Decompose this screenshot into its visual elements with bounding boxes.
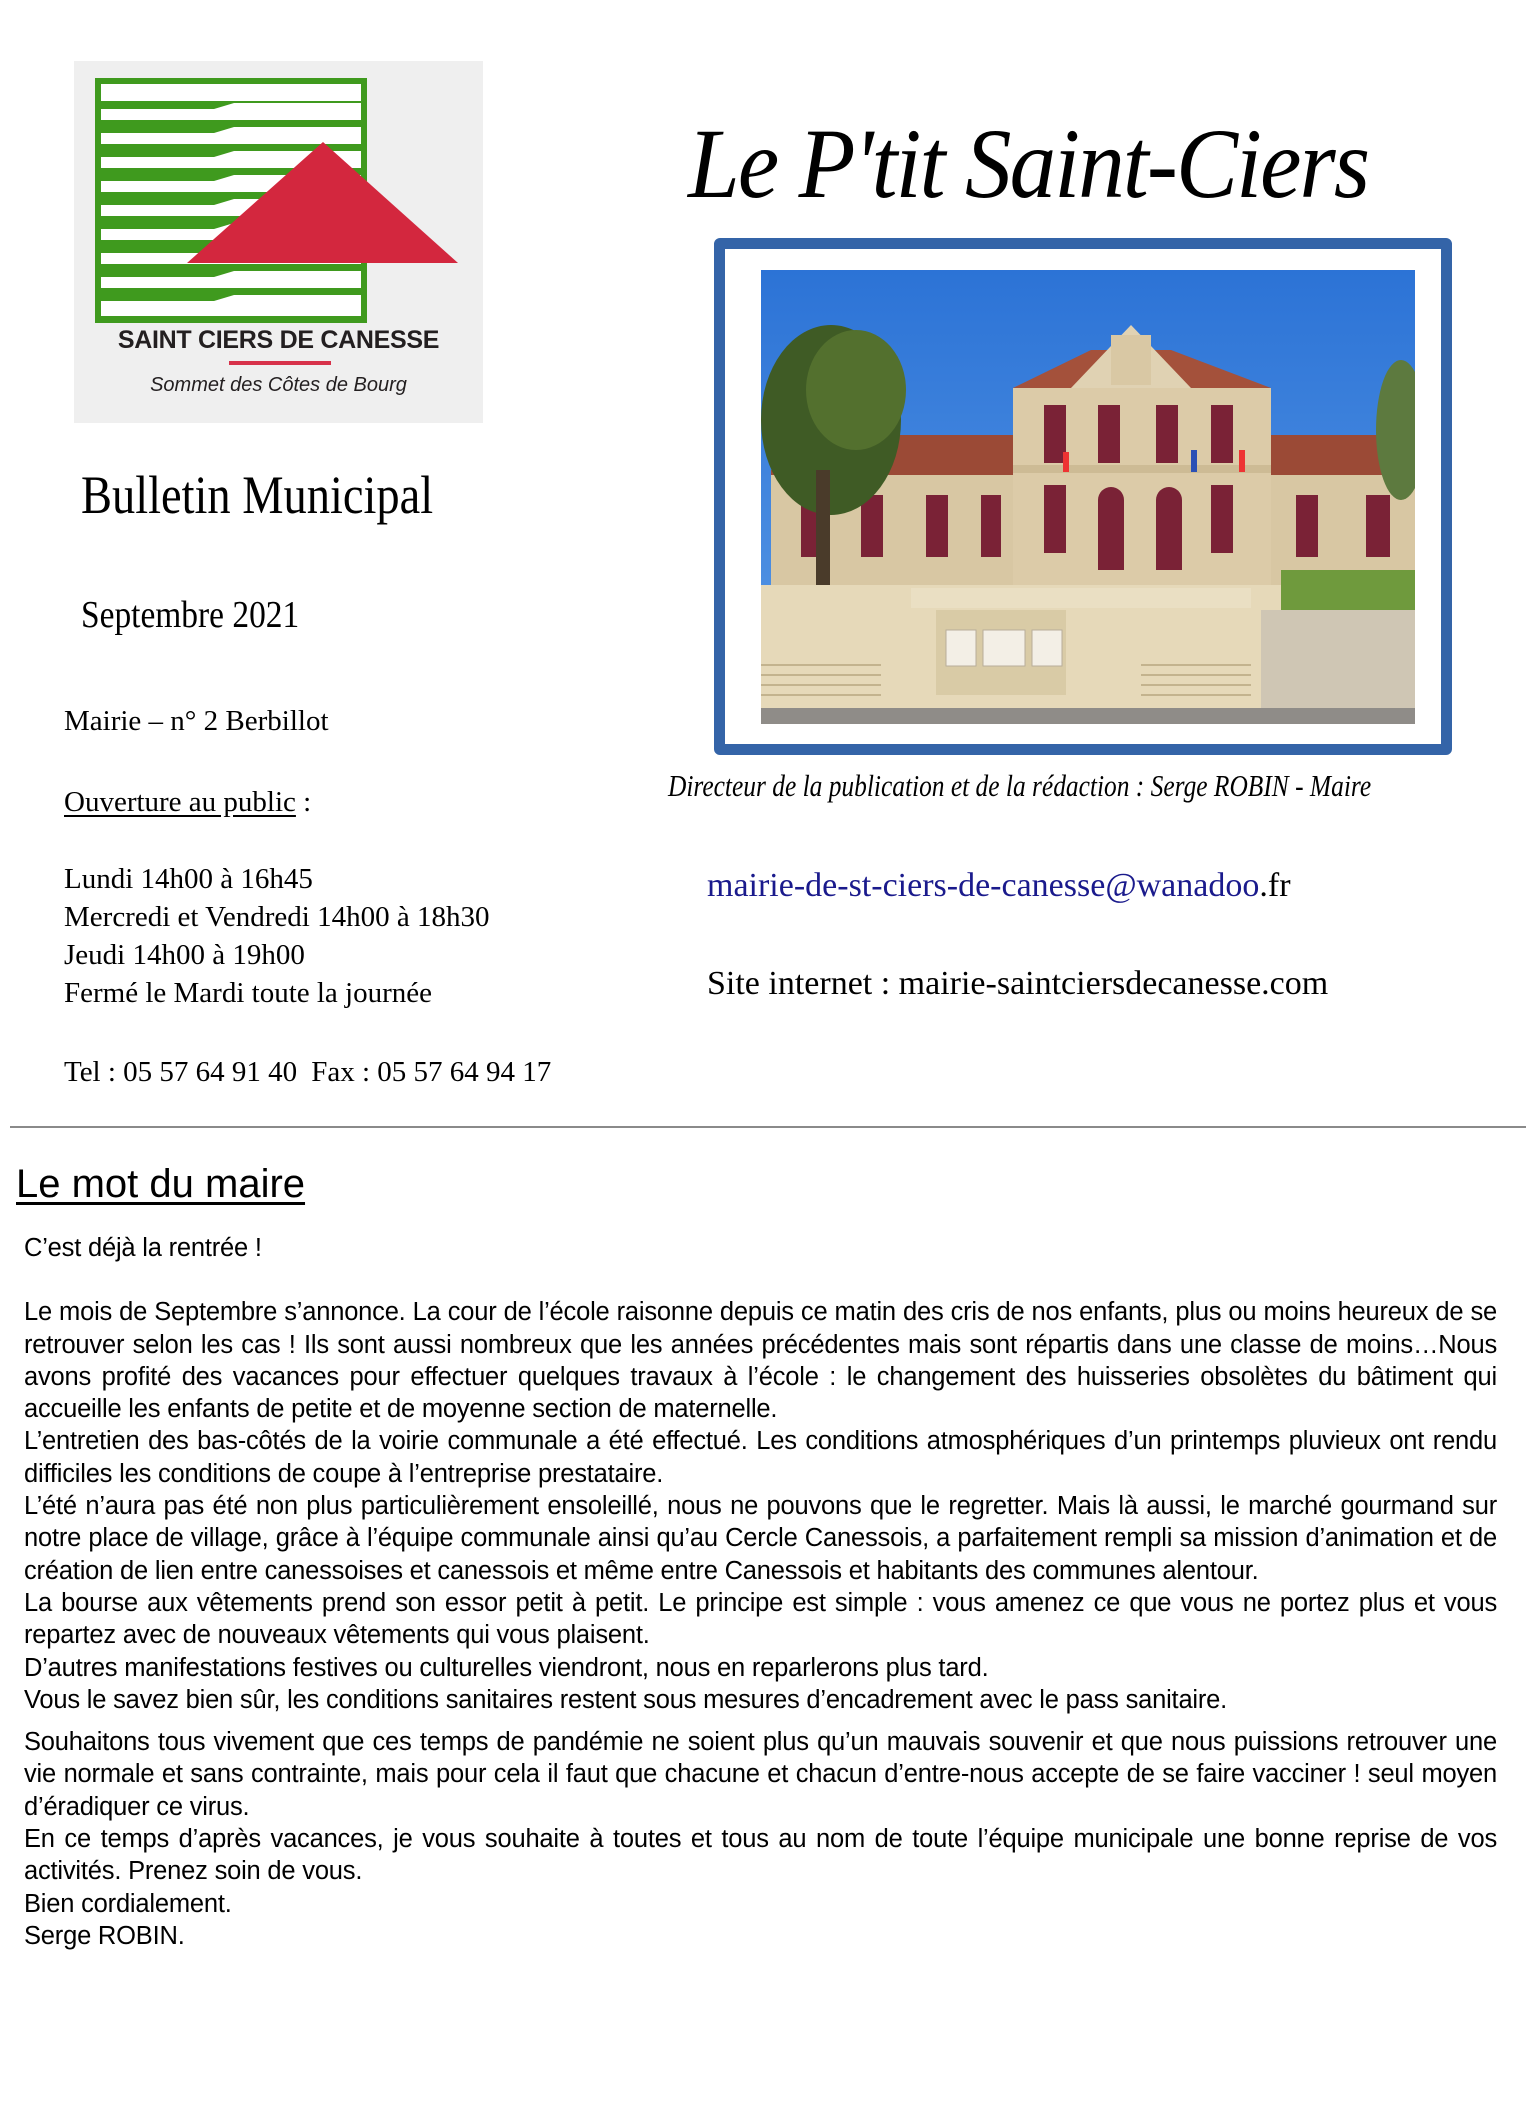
article-paragraph: En ce temps d’après vacances, je vous souhaite à toutes et tous au nom de toute l’équipe municipale une bonne reprise de vos activités. Prenez soin de vous. xyxy=(24,1825,1497,1886)
phone-fax-line xyxy=(64,1053,551,1091)
mairie-address: Mairie – n° 2 Berbillot xyxy=(64,705,329,737)
article-paragraph: D’autres manifestations festives ou culturelles viendront, nous en reparlerons plus tard. xyxy=(24,1653,989,1682)
article-paragraph: Souhaitons tous vivement que ces temps de pandémie ne soient plus qu’un mauvais souvenir et que nous puissions retrouver une vie normale et sans contrainte, mais pour cela il faut que chacune et chacun d’entre-nous accepte de se faire vacciner ! seul moyen d’éradiquer ce virus. xyxy=(24,1728,1497,1821)
article-paragraph: L’entretien des bas-côtés de la voirie communale a été effectué. Les conditions atmosphériques d’un printemps pluvieux ont rendu difficiles les conditions de coupe à l’entreprise prestataire. xyxy=(24,1427,1497,1488)
opening-hours-title: Ouverture au public xyxy=(64,786,296,818)
mayor-message xyxy=(24,1232,1497,1952)
newsletter-title: Le P'tit Saint-Ciers xyxy=(688,108,1369,219)
logo-tagline: Sommet des Côtes de Bourg xyxy=(150,374,407,396)
opening-hours-list xyxy=(64,860,489,1012)
hours-wednesday-friday: Mercredi et Vendredi 14h00 à 18h30 xyxy=(64,901,490,933)
article-paragraph: Le mois de Septembre s’annonce. La cour de l’école raisonne depuis ce matin des cris de nos enfants, plus ou moins heureux de se retrouver selon les cas ! Ils sont aussi nombreux que les années précédentes mais sont répartis dans une classe de moins…Nous avons profité des vacances pour effectuer quelques travaux à l’école : le changement des huisseries obsolètes du bâtiment qui accueille les enfants de petite et de moyenne section de maternelle. xyxy=(24,1298,1497,1424)
article-heading: Le mot du maire xyxy=(16,1162,306,1206)
logo-commune-name: SAINT CIERS DE CANESSE xyxy=(117,326,440,354)
email-address[interactable]: mairie-de-st-ciers-de-canesse@wanadoo xyxy=(707,867,1260,904)
photo-frame xyxy=(714,238,1452,755)
logo-stripes-triangle-icon xyxy=(74,61,483,323)
opening-hours-colon: : xyxy=(295,786,312,818)
issue-date: Septembre 2021 xyxy=(81,594,300,636)
commune-logo xyxy=(74,61,483,423)
website-line[interactable]: Site internet : mairie-saintciersdecanesse.com xyxy=(707,965,1329,1002)
section-divider xyxy=(10,1126,1526,1128)
article-closing: Bien cordialement. xyxy=(24,1889,232,1918)
town-hall-image-icon xyxy=(761,270,1415,724)
bulletin-subtitle: Bulletin Municipal xyxy=(81,465,434,525)
hours-monday: Lundi 14h00 à 16h45 xyxy=(64,863,313,895)
article-paragraph: L’été n’aura pas été non plus particulièrement ensoleillé, nous ne pouvons que le regretter. Mais là aussi, le marché gourmand sur notre place de village, grâce à l’équipe communale ainsi qu’au Cercle Canessois, a parfaitement rempli sa mission d’animation et de création de lien entre canessoises et canessois et même entre Canessois et habitants des communes alentour. xyxy=(24,1492,1497,1585)
hours-tuesday-closed: Fermé le Mardi toute la journée xyxy=(64,977,433,1009)
email-link[interactable] xyxy=(707,864,1291,908)
article-paragraph: Vous le savez bien sûr, les conditions sanitaires restent sous mesures d’encadrement avec le pass sanitaire. xyxy=(24,1685,1228,1714)
opening-hours-label xyxy=(64,783,311,821)
email-domain-suffix[interactable]: .fr xyxy=(1259,867,1291,904)
article-paragraph: La bourse aux vêtements prend son essor petit à petit. Le principe est simple : vous amenez ce que vous ne portez plus et vous repartez avec de nouveaux vêtements qui vous plaisent. xyxy=(24,1588,1497,1650)
fax-number: Fax : 05 57 64 94 17 xyxy=(311,1056,552,1088)
telephone-number: Tel : 05 57 64 91 40 xyxy=(64,1056,298,1088)
hours-thursday: Jeudi 14h00 à 19h00 xyxy=(64,939,305,971)
publication-director: Directeur de la publication et de la rédaction : Serge ROBIN - Maire xyxy=(668,768,1372,803)
logo-red-underline xyxy=(229,361,331,365)
article-intro: C’est déjà la rentrée ! xyxy=(24,1234,262,1262)
town-hall-photo xyxy=(761,270,1415,724)
article-signature: Serge ROBIN. xyxy=(24,1921,185,1950)
